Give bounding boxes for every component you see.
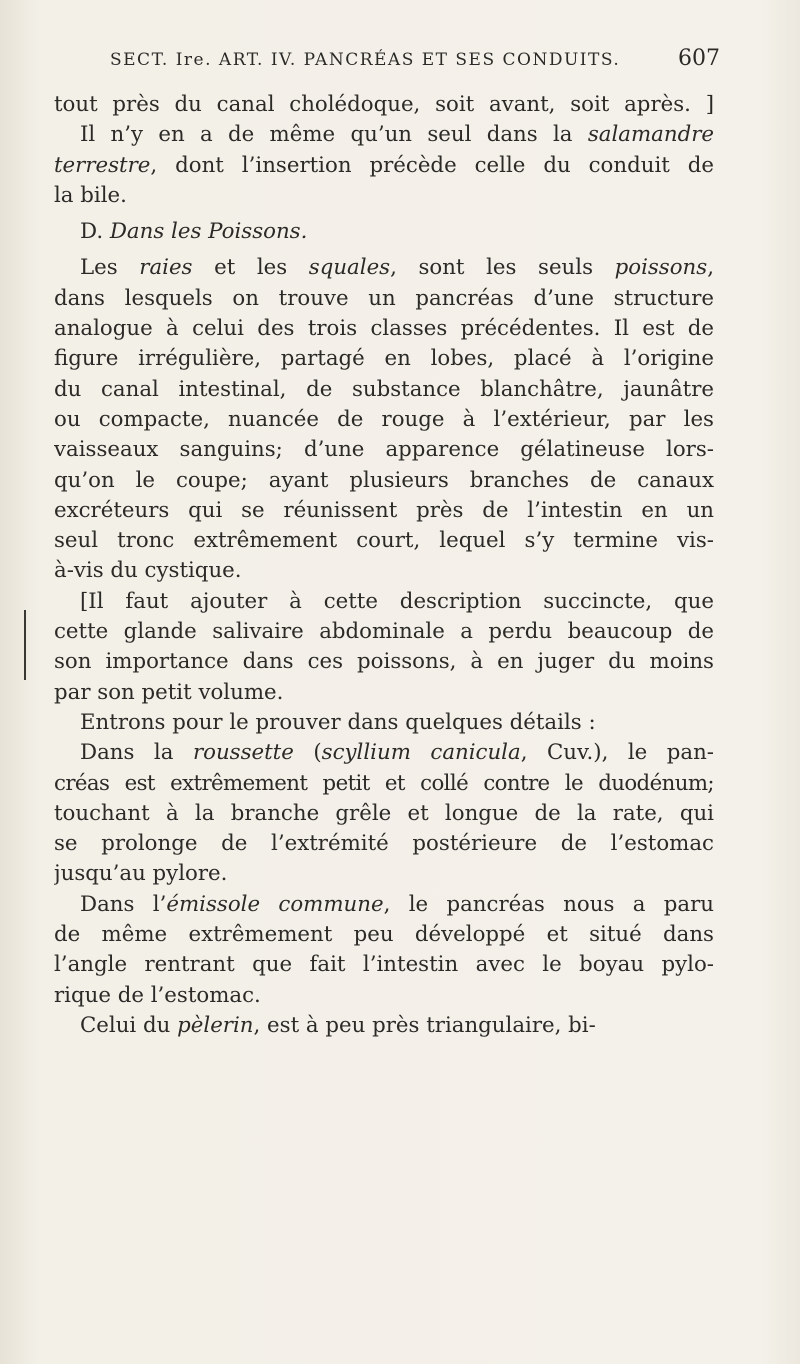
text-line: Celui du pèlerin, est à peu près triangulaire, bi-: [80, 1012, 596, 1038]
text-line: de même extrêmement peu développé et situé dans: [54, 922, 714, 948]
text-line: jusqu’au pylore.: [54, 861, 228, 887]
text-line: [Il faut ajouter à cette description succincte, que: [80, 588, 714, 614]
running-title: SECT. Ire. ART. IV. PANCRÉAS ET SES CONDUITS.: [110, 50, 621, 70]
text-line: Il n’y en a de même qu’un seul dans la salamandre: [80, 122, 714, 148]
text-line: du canal intestinal, de substance blanchâtre, jaunâtre: [54, 376, 714, 402]
text-line: seul tronc extrêmement court, lequel s’y termine vis-: [54, 528, 714, 554]
text-line: à-vis du cystique.: [54, 558, 242, 584]
text-line: la bile.: [54, 182, 127, 208]
text-line: Dans la roussette (scyllium canicula, Cuv.), le pan-: [80, 740, 714, 766]
text-line: qu’on le coupe; ayant plusieurs branches de canaux: [54, 467, 714, 493]
text-line: Dans l’émissole commune, le pancréas nous a paru: [80, 891, 714, 917]
page-number: 607: [678, 46, 720, 71]
text-line: créas est extrêmement petit et collé contre le duodénum;: [54, 770, 714, 796]
text-line: rique de l’estomac.: [54, 982, 261, 1008]
text-line: vaisseaux sanguins; d’une apparence gélatineuse lors-: [54, 437, 714, 463]
text-line: figure irrégulière, partagé en lobes, placé à l’origine: [54, 346, 714, 372]
text-line: terrestre, dont l’insertion précède celle du conduit de: [54, 152, 714, 178]
text-line: excréteurs qui se réunissent près de l’intestin en un: [54, 497, 714, 523]
text-line: cette glande salivaire abdominale a perdu beaucoup de: [54, 619, 714, 645]
text-line: se prolonge de l’extrémité postérieure de l’estomac: [54, 831, 714, 857]
text-line: Les raies et les squales, sont les seuls poissons,: [80, 255, 714, 281]
text-line: analogue à celui des trois classes précédentes. Il est de: [54, 316, 714, 342]
running-header: [110, 46, 720, 71]
text-line: son importance dans ces poissons, à en juger du moins: [54, 649, 714, 675]
text-line: dans lesquels on trouve un pancréas d’une structure: [54, 285, 714, 311]
margin-rule: [24, 610, 26, 680]
text-line: tout près du canal cholédoque, soit avant, soit après. ]: [54, 92, 714, 117]
text-line: l’angle rentrant que fait l’intestin avec le boyau pylo-: [54, 952, 714, 978]
body-text: [54, 90, 714, 1041]
text-line: ou compacte, nuancée de rouge à l’extérieur, par les: [54, 406, 714, 432]
section-heading: D. Dans les Poissons.: [80, 219, 308, 245]
text-line: Entrons pour le prouver dans quelques détails :: [80, 709, 596, 735]
text-line: touchant à la branche grêle et longue de la rate, qui: [54, 800, 714, 826]
text-line: par son petit volume.: [54, 679, 284, 705]
